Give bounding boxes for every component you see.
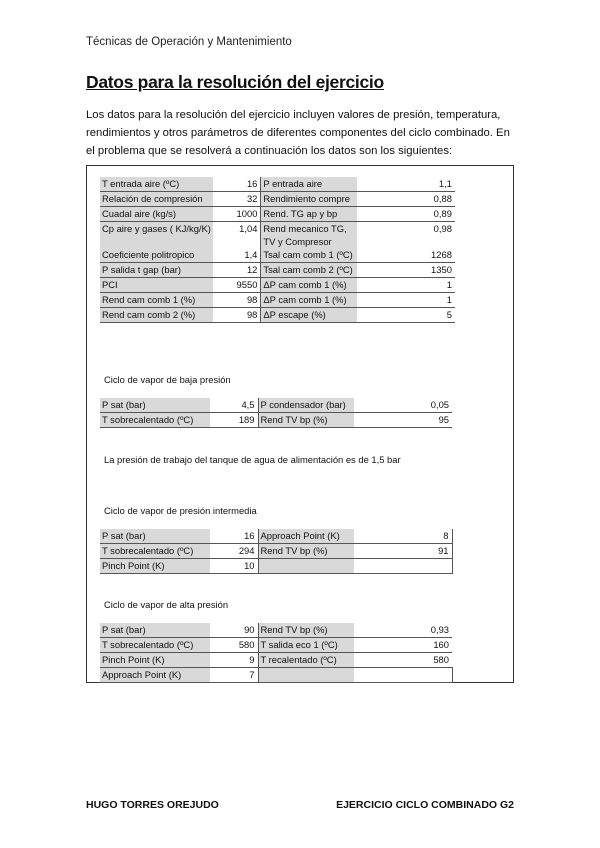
param-value: 7 <box>210 668 258 683</box>
param-label: T sobrecalentado (ºC) <box>100 544 210 559</box>
param-value: 580 <box>354 653 452 668</box>
param-label: Approach Point (K) <box>100 668 210 683</box>
param-value: 1,04 <box>213 222 261 249</box>
param-value: 0,05 <box>354 398 452 413</box>
param-value: 160 <box>354 638 452 653</box>
param-value: 0,89 <box>357 207 455 222</box>
param-value: 16 <box>210 529 258 544</box>
param-value: 189 <box>210 413 258 428</box>
param-label: Coeficiente politropico <box>100 248 213 263</box>
feedwater-tank-note: La presión de trabajo del tanque de agua de alimentación es de 1,5 bar <box>104 454 401 465</box>
param-label: Rend mecanico TG, TV y Compresor <box>261 222 357 249</box>
param-label: T sobrecalentado (ºC) <box>100 413 210 428</box>
param-value: 98 <box>213 308 261 323</box>
param-value: 4,5 <box>210 398 258 413</box>
param-label: Rend. TG ap y bp <box>261 207 357 222</box>
table-row <box>100 263 455 278</box>
param-value: 98 <box>213 293 261 308</box>
empty-cell <box>258 668 354 683</box>
param-label: Rend cam comb 1 (%) <box>100 293 213 308</box>
param-label: Relación de compresión <box>100 192 213 207</box>
param-value: 0,88 <box>357 192 455 207</box>
empty-cell <box>258 559 354 574</box>
table-row <box>100 293 455 308</box>
low-pressure-title: Ciclo de vapor de baja presión <box>104 374 231 385</box>
param-label: T recalentado (ºC) <box>258 653 354 668</box>
footer-document-title: EJERCICIO CICLO COMBINADO G2 <box>336 799 514 811</box>
high-pressure-title: Ciclo de vapor de alta presión <box>104 599 229 610</box>
table-row <box>100 398 452 413</box>
param-label: Tsal cam comb 2 (ºC) <box>261 263 357 278</box>
intermediate-pressure-table <box>100 529 453 574</box>
table-row <box>100 308 455 323</box>
running-header: Técnicas de Operación y Mantenimiento <box>86 36 292 48</box>
param-label: Rend TV bp (%) <box>258 413 354 428</box>
param-value: 91 <box>354 544 452 559</box>
param-value: 16 <box>213 177 261 192</box>
param-label: Tsal cam comb 1 (ºC) <box>261 248 357 263</box>
table-row <box>100 192 455 207</box>
param-value: 1000 <box>213 207 261 222</box>
table-row <box>100 278 455 293</box>
param-label: Rend TV bp (%) <box>258 544 354 559</box>
param-value: 10 <box>210 559 258 574</box>
low-pressure-table <box>100 398 452 428</box>
param-value: 9550 <box>213 278 261 293</box>
param-label: ΔP cam comb 1 (%) <box>261 293 357 308</box>
param-label: P salida t gap (bar) <box>100 263 213 278</box>
table-row <box>100 413 452 428</box>
param-label: PCI <box>100 278 213 293</box>
param-value: 1,4 <box>213 248 261 263</box>
empty-cell <box>354 559 452 574</box>
footer-author: HUGO TORRES OREJUDO <box>86 799 219 811</box>
param-label: Pinch Point (K) <box>100 653 210 668</box>
param-label: ΔP escape (%) <box>261 308 357 323</box>
param-value: 0,98 <box>357 222 455 249</box>
param-value: 90 <box>210 623 258 638</box>
param-value: 8 <box>354 529 452 544</box>
table-row <box>100 638 452 653</box>
param-value: 95 <box>354 413 452 428</box>
param-value: 1350 <box>357 263 455 278</box>
param-label: P sat (bar) <box>100 623 210 638</box>
param-label: T sobrecalentado (ºC) <box>100 638 210 653</box>
table-row <box>100 222 455 249</box>
param-label: Cp aire y gases ( KJ/kg/K) <box>100 222 213 249</box>
param-label: T salida eco 1 (ºC) <box>258 638 354 653</box>
param-label: P sat (bar) <box>100 529 210 544</box>
param-label: Rend TV bp (%) <box>258 623 354 638</box>
page-title: Datos para la resolución del ejercicio <box>86 72 384 92</box>
table-row <box>100 653 452 668</box>
param-value: 1,1 <box>357 177 455 192</box>
table-row <box>100 529 452 544</box>
param-value: 294 <box>210 544 258 559</box>
table-row <box>100 248 455 263</box>
table-row <box>100 544 452 559</box>
table-row <box>100 207 455 222</box>
table-row <box>100 668 452 683</box>
param-label: Pinch Point (K) <box>100 559 210 574</box>
high-pressure-table <box>100 623 453 683</box>
param-value: 9 <box>210 653 258 668</box>
param-label: ΔP cam comb 1 (%) <box>261 278 357 293</box>
param-value: 1268 <box>357 248 455 263</box>
param-value: 1 <box>357 293 455 308</box>
param-value: 5 <box>357 308 455 323</box>
param-label: Cuadal aire (kg/s) <box>100 207 213 222</box>
table-row <box>100 177 455 192</box>
empty-cell <box>354 668 452 683</box>
param-label: Approach Point (K) <box>258 529 354 544</box>
intermediate-pressure-title: Ciclo de vapor de presión intermedia <box>104 505 257 516</box>
param-value: 32 <box>213 192 261 207</box>
param-value: 580 <box>210 638 258 653</box>
table-row <box>100 559 452 574</box>
param-label: P condensador (bar) <box>258 398 354 413</box>
param-value: 12 <box>213 263 261 278</box>
table-row <box>100 623 452 638</box>
gas-turbine-table <box>100 177 455 323</box>
param-label: T entrada aire (ºC) <box>100 177 213 192</box>
intro-paragraph: Los datos para la resolución del ejercicio incluyen valores de presión, temperatura, rendimientos y otros parámetros de diferentes componentes del ciclo combinado. En el problema que se resolverá a continuación los datos son los siguientes: <box>86 109 510 157</box>
param-label: Rendimiento compre <box>261 192 357 207</box>
param-label: P sat (bar) <box>100 398 210 413</box>
param-value: 1 <box>357 278 455 293</box>
param-label: P entrada aire <box>261 177 357 192</box>
param-label: Rend cam comb 2 (%) <box>100 308 213 323</box>
param-value: 0,93 <box>354 623 452 638</box>
